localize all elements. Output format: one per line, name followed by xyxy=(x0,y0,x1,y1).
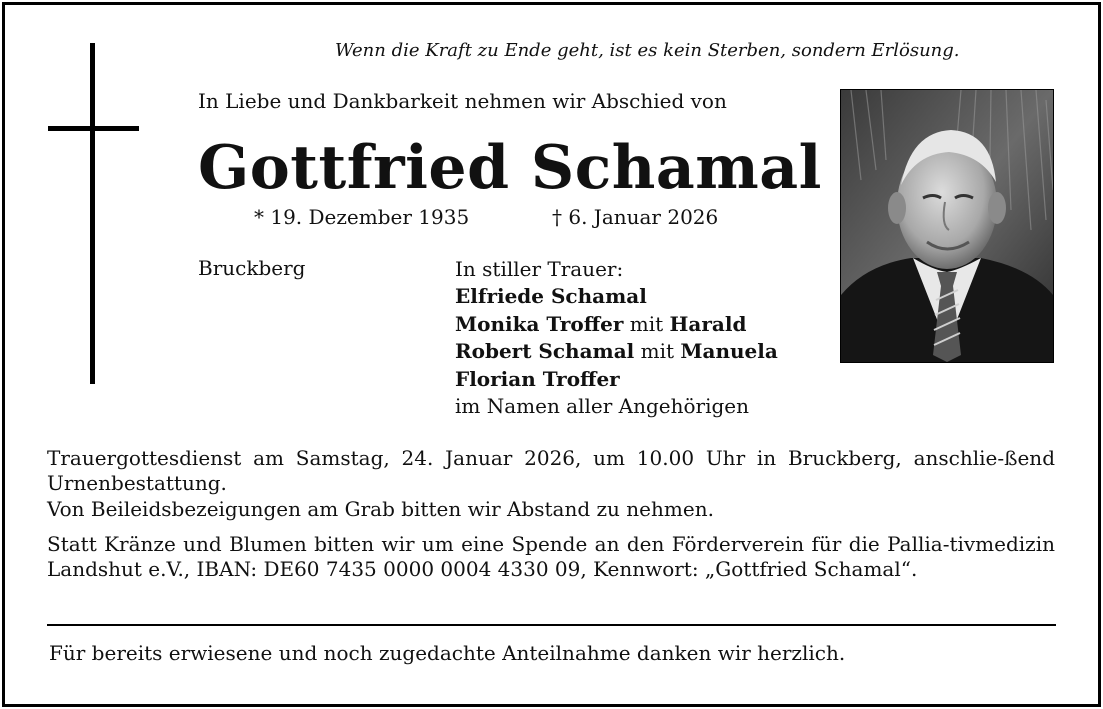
intro-line: In Liebe und Dankbarkeit nehmen wir Abschied von xyxy=(198,89,727,113)
death-date: † 6. Januar 2026 xyxy=(552,205,719,229)
mourners-block xyxy=(455,256,778,420)
deceased-name: Gottfried Schamal xyxy=(198,133,822,203)
mourner-line xyxy=(455,366,778,393)
thanks-line: Für bereits erwiesene und noch zugedachte Anteilnahme danken wir herzlich. xyxy=(49,641,846,665)
mourner-conj: mit xyxy=(640,339,675,364)
mourner-partner: Harald xyxy=(669,311,747,336)
cross-icon-bar xyxy=(48,126,139,131)
portrait-illustration xyxy=(841,90,1053,362)
mourner-line xyxy=(455,311,778,338)
cross-icon xyxy=(90,43,95,384)
mourner-conj: mit xyxy=(629,311,664,336)
divider xyxy=(47,624,1056,626)
motto: Wenn die Kraft zu Ende geht, ist es kein Sterben, sondern Erlösung. xyxy=(335,40,960,61)
service-paragraph: Trauergottesdienst am Samstag, 24. Januar 2026, um 10.00 Uhr in Bruckberg, anschlie-ßend Urnenbestattung. xyxy=(47,446,1055,495)
birth-date: * 19. Dezember 1935 xyxy=(254,205,470,229)
donation-paragraph: Statt Kränze und Blumen bitten wir um eine Spende an den Förderverein für die Pallia-tivmedizin Landshut e.V., IBAN: DE60 7435 0000 0004 4330 09, Kennwort: „Gottfried Schamal“. xyxy=(47,532,1055,581)
mourner-line xyxy=(455,283,778,310)
mourner-name: Robert Schamal xyxy=(455,339,635,364)
mourners-closing: im Namen aller Angehörigen xyxy=(455,394,750,419)
mourner-partner: Manuela xyxy=(680,339,778,364)
place: Bruckberg xyxy=(198,256,306,280)
mourner-name: Florian Troffer xyxy=(455,366,620,391)
mourner-name: Monika Troffer xyxy=(455,311,624,336)
portrait-photo xyxy=(840,89,1054,363)
mourner-name: Elfriede Schamal xyxy=(455,284,647,309)
mourners-heading: In stiller Trauer: xyxy=(455,257,624,281)
mourner-line xyxy=(455,338,778,365)
condolences-paragraph: Von Beileidsbezeigungen am Grab bitten wir Abstand zu nehmen. xyxy=(47,497,714,521)
